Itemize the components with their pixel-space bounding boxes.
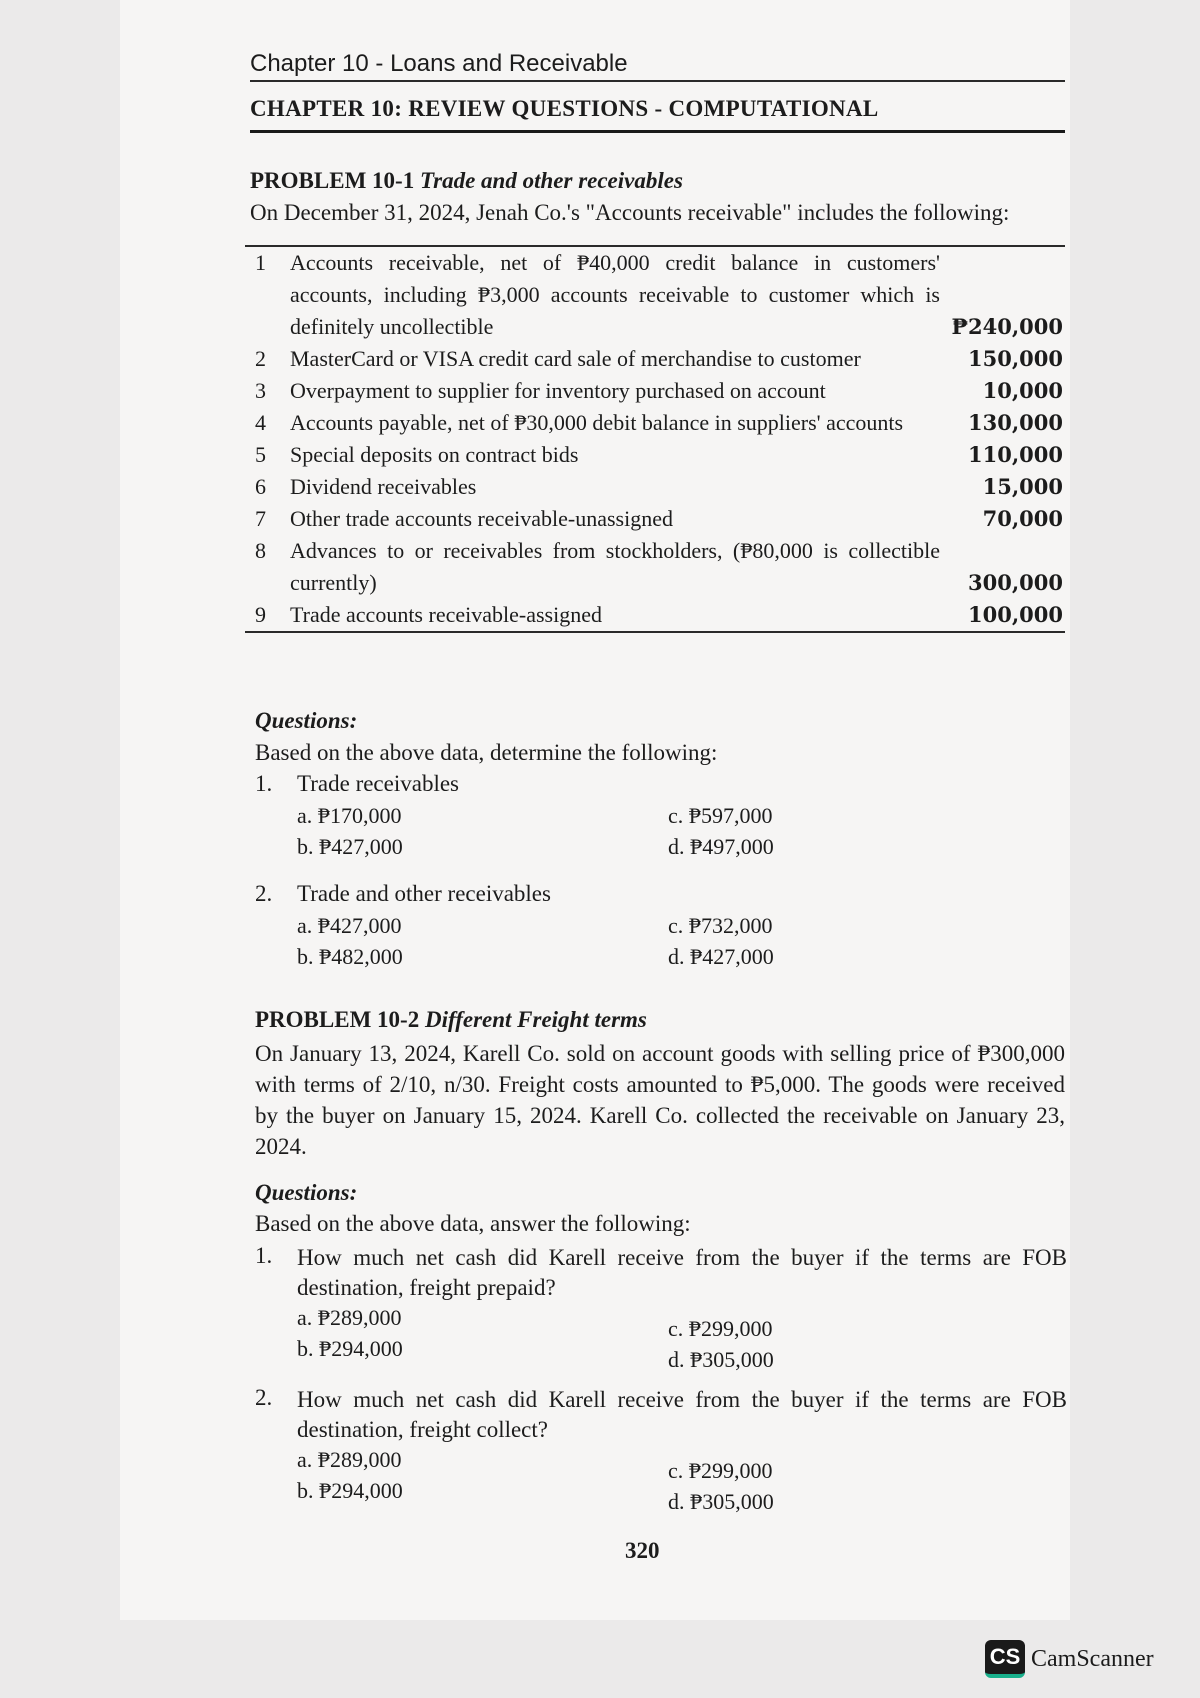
row-amount: 15,000: [982, 474, 1063, 499]
row-number: 7: [255, 506, 266, 531]
question-text: How much net cash did Karell receive from the buyer if the terms are FOB destination, freight collect?: [297, 1387, 1067, 1442]
row-number: 4: [255, 410, 266, 435]
row-amount: 150,000: [968, 346, 1063, 371]
row-number: 3: [255, 378, 266, 403]
camscanner-watermark: [985, 1640, 1154, 1678]
row-amount: 300,000: [968, 570, 1063, 595]
table-row: [245, 407, 1065, 439]
problem-2-subtitle: Different Freight terms: [424, 1007, 647, 1032]
choice-b: b. ₱294,000: [297, 1478, 403, 1503]
table-row: [245, 375, 1065, 407]
row-amount: ₱240,000: [951, 314, 1063, 339]
row-description: Accounts receivable, net of ₱40,000 credit balance in customers' accounts, including ₱3,000 accounts receivable to customer which is definitely uncollectible: [290, 250, 940, 339]
choice-d: d. ₱305,000: [668, 1347, 774, 1372]
chapter-rule: [250, 130, 1065, 133]
receivables-table: [245, 245, 1065, 633]
choice-d: d. ₱305,000: [668, 1489, 774, 1514]
row-number: 9: [255, 602, 266, 627]
question-text: Trade and other receivables: [297, 881, 551, 906]
choice-d: d. ₱497,000: [668, 834, 774, 859]
page-number: 320: [625, 1538, 660, 1563]
choice-c: c. ₱299,000: [668, 1316, 773, 1341]
problem-2-title: [255, 1007, 647, 1033]
row-description: MasterCard or VISA credit card sale of merchandise to customer: [290, 346, 861, 371]
camscanner-logo-icon: CS: [985, 1640, 1025, 1678]
question-text: How much net cash did Karell receive from the buyer if the terms are FOB destination, freight prepaid?: [297, 1245, 1067, 1300]
table-row: [245, 535, 1065, 599]
choice-a: a. ₱427,000: [297, 913, 402, 938]
header-rule: [250, 80, 1065, 82]
choice-b: b. ₱427,000: [297, 834, 403, 859]
choice-b: b. ₱294,000: [297, 1336, 403, 1361]
row-description: Overpayment to supplier for inventory purchased on account: [290, 378, 826, 403]
row-amount: 110,000: [968, 442, 1063, 467]
table-row: [245, 343, 1065, 375]
running-head: Chapter 10 - Loans and Receivable: [250, 50, 628, 77]
row-description: Dividend receivables: [290, 474, 477, 499]
row-number: 2: [255, 346, 266, 371]
row-number: 8: [255, 538, 266, 563]
problem-1-label: PROBLEM 10-1: [250, 168, 415, 193]
table-row: [245, 247, 1065, 343]
problem-2-questions-intro: Based on the above data, answer the following:: [255, 1211, 691, 1236]
problem-2-questions-heading: Questions:: [255, 1180, 358, 1205]
row-amount: 70,000: [982, 506, 1063, 531]
choice-a: a. ₱170,000: [297, 803, 402, 828]
problem-2-body: On January 13, 2024, Karell Co. sold on account goods with selling price of ₱300,000 with terms of 2/10, n/30. Freight costs amounted to ₱5,000. The goods were received by the buyer on January 15, 2024. Karell Co. collected the receivable on January 23, 2024.: [255, 1041, 1065, 1159]
problem-1-subtitle: Trade and other receivables: [419, 168, 683, 193]
problem-2-label: PROBLEM 10-2: [255, 1007, 420, 1032]
row-description: Advances to or receivables from stockholders, (₱80,000 is collectible currently): [290, 538, 940, 595]
row-description: Other trade accounts receivable-unassigned: [290, 506, 673, 531]
problem-1-questions-heading: Questions:: [255, 708, 358, 733]
row-amount: 100,000: [968, 602, 1063, 627]
question-number: 2.: [255, 881, 273, 906]
camscanner-name: CamScanner: [1031, 1645, 1154, 1672]
choice-a: a. ₱289,000: [297, 1447, 402, 1472]
choice-d: d. ₱427,000: [668, 944, 774, 969]
problem-1-title: [250, 168, 683, 194]
choice-c: c. ₱299,000: [668, 1458, 773, 1483]
row-amount: 10,000: [982, 378, 1063, 403]
choice-b: b. ₱482,000: [297, 944, 403, 969]
choice-a: a. ₱289,000: [297, 1305, 402, 1330]
table-row: [245, 471, 1065, 503]
row-description: Special deposits on contract bids: [290, 442, 579, 467]
question-number: 1.: [255, 771, 273, 796]
choice-c: c. ₱597,000: [668, 803, 773, 828]
problem-1-questions-intro: Based on the above data, determine the following:: [255, 740, 718, 765]
page-sheet: [120, 0, 1070, 1620]
row-amount: 130,000: [968, 410, 1063, 435]
table-row: [245, 503, 1065, 535]
problem-1-intro: On December 31, 2024, Jenah Co.'s "Accounts receivable" includes the following:: [250, 200, 1010, 225]
chapter-title: CHAPTER 10: REVIEW QUESTIONS - COMPUTATIONAL: [250, 96, 879, 121]
row-number: 6: [255, 474, 266, 499]
row-number: 1: [255, 250, 266, 275]
table-row: [245, 599, 1065, 631]
row-number: 5: [255, 442, 266, 467]
choice-c: c. ₱732,000: [668, 913, 773, 938]
table-row: [245, 439, 1065, 471]
question-number: 1.: [255, 1243, 273, 1268]
question-number: 2.: [255, 1385, 273, 1410]
question-text: Trade receivables: [297, 771, 459, 796]
row-description: Trade accounts receivable-assigned: [290, 602, 602, 627]
row-description: Accounts payable, net of ₱30,000 debit balance in suppliers' accounts: [290, 410, 904, 435]
